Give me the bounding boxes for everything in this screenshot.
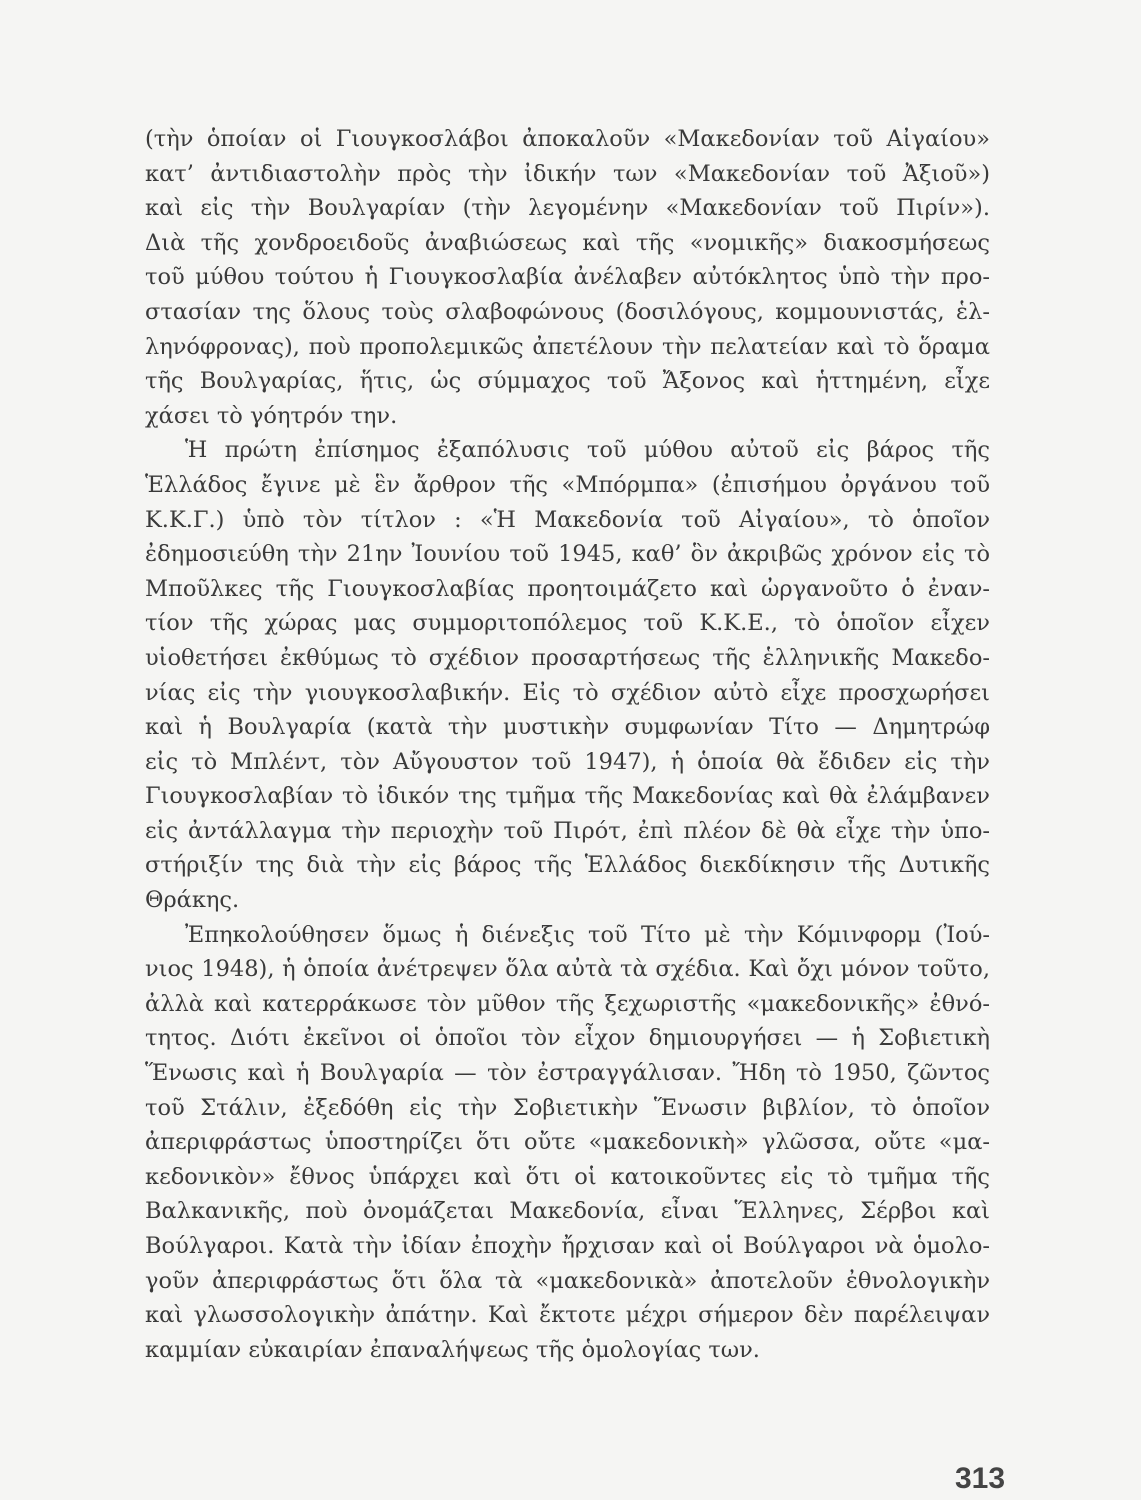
text-line: νιος 1948), ἡ ὁποία ἀνέτρεψεν ὅλα αὐτὰ τὰ σχέδια. Καὶ ὄχι μόνον τοῦτο, xyxy=(145,956,990,983)
text-line: Ἑλλάδος ἔγινε μὲ ἓν ἄρθρον τῆς «Μπόρμπα» (ἐπισήμου ὀργάνου τοῦ xyxy=(145,471,990,498)
text-line: κεδονικὸν» ἔθνος ὑπάρχει καὶ ὅτι οἱ κατοικοῦντες εἰς τὸ τμῆμα τῆς xyxy=(145,1163,990,1190)
text-line: ληνόφρονας), ποὺ προπολεμικῶς ἀπετέλουν τὴν πελατείαν καὶ τὸ ὅραμα xyxy=(145,333,990,360)
page-number: 313 xyxy=(955,1462,1006,1495)
text-line: κατ’ ἀντιδιαστολὴν πρὸς τὴν ἰδικήν των «Μακεδονίαν τοῦ Ἀξιοῦ») xyxy=(145,160,990,187)
paragraph xyxy=(145,433,990,917)
text-line: χάσει τὸ γόητρόν την. xyxy=(145,402,398,429)
text-line: τοῦ Στάλιν, ἐξεδόθη εἰς τὴν Σοβιετικὴν Ἕνωσιν βιβλίον, τὸ ὁποῖον xyxy=(145,1094,990,1121)
text-line: Ἐπηκολούθησεν ὅμως ἡ διένεξις τοῦ Τίτο μὲ τὴν Κόμινφορμ (Ἰού- xyxy=(185,921,990,948)
text-line: ἐδημοσιεύθη τὴν 21ην Ἰουνίου τοῦ 1945, καθ’ ὃν ἀκριβῶς χρόνον εἰς τὸ xyxy=(145,541,990,568)
text-line: (τὴν ὁποίαν οἱ Γιουγκοσλάβοι ἀποκαλοῦν «Μακεδονίαν τοῦ Αἰγαίου» xyxy=(145,126,990,152)
text-line: τῆς Βουλγαρίας, ἥτις, ὡς σύμμαχος τοῦ Ἄξονος καὶ ἡττημένη, εἶχε xyxy=(145,368,990,395)
text-line: ἀλλὰ καὶ κατερράκωσε τὸν μῦθον τῆς ξεχωριστῆς «μακεδονικῆς» ἐθνό- xyxy=(145,990,990,1017)
text-line: Κ.Κ.Γ.) ὑπὸ τὸν τίτλον : «Ἡ Μακεδονία τοῦ Αἰγαίου», τὸ ὁποῖον xyxy=(145,506,990,533)
text-line: Μποῦλκες τῆς Γιουγκοσλαβίας προητοιμάζετο καὶ ὠργανοῦτο ὁ ἐναν- xyxy=(145,575,990,602)
text-line: καὶ εἰς τὴν Βουλγαρίαν (τὴν λεγομένην «Μακεδονίαν τοῦ Πιρίν»). xyxy=(145,195,990,222)
text-line: υἱοθετήσει ἐκθύμως τὸ σχέδιον προσαρτήσεως τῆς ἑλληνικῆς Μακεδο- xyxy=(145,644,990,671)
text-line: νίας εἰς τὴν γιουγκοσλαβικήν. Εἰς τὸ σχέδιον αὐτὸ εἶχε προσχωρήσει xyxy=(145,679,990,706)
body-text xyxy=(145,122,990,1367)
text-line: ἀπεριφράστως ὑποστηρίζει ὅτι οὔτε «μακεδονικὴ» γλῶσσα, οὔτε «μα- xyxy=(145,1129,990,1156)
text-line: Γιουγκοσλαβίαν τὸ ἰδικόν της τμῆμα τῆς Μακεδονίας καὶ θὰ ἐλάμβανεν xyxy=(145,783,990,810)
text-line: Ἕνωσις καὶ ἡ Βουλγαρία — τὸν ἐστραγγάλισαν. Ἤδη τὸ 1950, ζῶντος xyxy=(145,1060,990,1087)
text-line: τητος. Διότι ἐκεῖνοι οἱ ὁποῖοι τὸν εἶχον δημιουργήσει — ἡ Σοβιετικὴ xyxy=(145,1025,990,1052)
paragraph xyxy=(145,122,990,433)
text-line: γοῦν ἀπεριφράστως ὅτι ὅλα τὰ «μακεδονικὰ» ἀποτελοῦν ἐθνολογικὴν xyxy=(145,1267,990,1294)
text-line: στασίαν της ὅλους τοὺς σλαβοφώνους (δοσιλόγους, κομμουνιστάς, ἑλ- xyxy=(145,298,990,325)
text-line: εἰς τὸ Μπλέντ, τὸν Αὔγουστον τοῦ 1947), ἡ ὁποία θὰ ἔδιδεν εἰς τὴν xyxy=(145,748,990,775)
text-line: καμμίαν εὐκαιρίαν ἐπαναλήψεως τῆς ὁμολογίας των. xyxy=(145,1336,760,1363)
text-line: εἰς ἀντάλλαγμα τὴν περιοχὴν τοῦ Πιρότ, ἐπὶ πλέον δὲ θὰ εἶχε τὴν ὑπο- xyxy=(145,817,990,844)
text-line: Βαλκανικῆς, ποὺ ὀνομάζεται Μακεδονία, εἶναι Ἕλληνες, Σέρβοι καὶ xyxy=(145,1198,990,1225)
text-line: τίον τῆς χώρας μας συμμοριτοπόλεμος τοῦ Κ.Κ.Ε., τὸ ὁποῖον εἶχεν xyxy=(145,610,990,637)
text-line: Θράκης. xyxy=(145,887,240,914)
text-line: καὶ γλωσσολογικὴν ἀπάτην. Καὶ ἔκτοτε μέχρι σήμερον δὲν παρέλειψαν xyxy=(145,1302,990,1329)
paragraph xyxy=(145,918,990,1368)
text-line: Βούλγαροι. Κατὰ τὴν ἰδίαν ἐποχὴν ἤρχισαν καὶ οἱ Βούλγαροι νὰ ὁμολο- xyxy=(145,1233,990,1259)
text-line: Διὰ τῆς χονδροειδοῦς ἀναβιώσεως καὶ τῆς «νομικῆς» διακοσμήσεως xyxy=(145,229,990,256)
text-line: Ἡ πρώτη ἐπίσημος ἐξαπόλυσις τοῦ μύθου αὐτοῦ εἰς βάρος τῆς xyxy=(185,437,990,464)
text-line: τοῦ μύθου τούτου ἡ Γιουγκοσλαβία ἀνέλαβεν αὐτόκλητος ὑπὸ τὴν προ- xyxy=(145,264,990,291)
text-line: στήριξίν της διὰ τὴν εἰς βάρος τῆς Ἑλλάδος διεκδίκησιν τῆς Δυτικῆς xyxy=(145,852,990,879)
text-line: καὶ ἡ Βουλγαρία (κατὰ τὴν μυστικὴν συμφωνίαν Τίτο — Δημητρώφ xyxy=(145,714,990,741)
